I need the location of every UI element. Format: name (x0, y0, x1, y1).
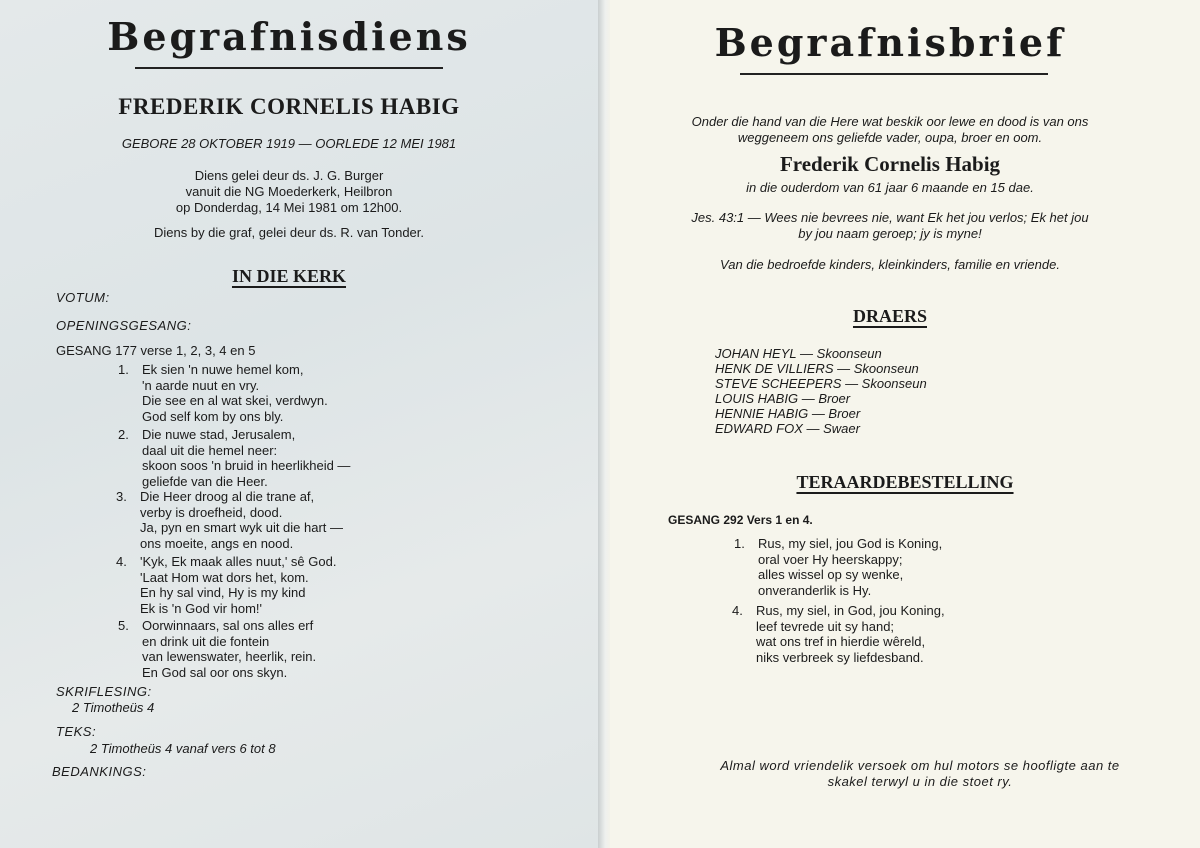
verse-number: 1. (118, 362, 129, 377)
pallbearer (715, 391, 927, 406)
verse-line: Ja, pyn en smart wyk uit die hart — (140, 520, 344, 535)
left-title-rule (135, 67, 443, 69)
verse-line: wat ons tref in hierdie wêreld, (756, 634, 926, 649)
verse-line: Oorwinnaars, sal ons alles erf (142, 618, 314, 633)
skriflesing-reference: 2 Timotheüs 4 (72, 700, 155, 715)
right-title-rule (740, 73, 1048, 75)
service-line: Diens gelei deur ds. J. G. Burger (194, 168, 384, 183)
page-fold (598, 0, 610, 848)
pallbearer-relation: — Broer (801, 391, 851, 406)
verse-line: 'n aarde nuut en vry. (142, 377, 260, 393)
in-die-kerk-heading: IN DIE KERK (231, 266, 347, 286)
teks-label: TEKS: (56, 724, 97, 739)
pallbearer (715, 346, 927, 361)
verse-number: 4. (732, 603, 743, 618)
service-line: op Donderdag, 14 Mei 1981 om 12h00. (175, 200, 403, 215)
life-dates: GEBORE 28 OKTOBER 1919 — OORLEDE 12 MEI 1981 (121, 136, 457, 151)
verse-line: oral voer Hy heerskappy; (758, 551, 903, 567)
verse-line: van lewenswater, heerlik, rein. (142, 649, 317, 664)
age-text: in die ouderdom van 61 jaar 6 maande en 15 dae. (746, 180, 1034, 195)
verse-line: leef tevrede uit sy hand; (756, 618, 895, 634)
pallbearer (715, 421, 927, 436)
pallbearer-name: HENNIE HABIG (715, 406, 809, 421)
verse-number: 3. (116, 489, 127, 504)
intro-text (610, 114, 1170, 146)
deceased-name: FREDERIK CORNELIS HABIG (118, 94, 460, 119)
service-line: vanuit die NG Moederkerk, Heilbron (185, 184, 393, 199)
pallbearer (715, 406, 927, 421)
openingsgesang-label: OPENINGSGESANG: (56, 318, 192, 333)
pallbearer-relation: — Broer (811, 406, 861, 421)
scripture-quote (610, 210, 1170, 242)
scripture-line: Jes. 43:1 — Wees nie bevrees nie, want Ek het jou verlos; Ek het jou (691, 210, 1089, 225)
verse-number: 2. (118, 427, 129, 442)
intro-line: weggeneem ons geliefde vader, oupa, broer en oom. (737, 130, 1043, 145)
votum-label: VOTUM: (56, 290, 110, 305)
verse-line: geliefde van die Heer. (142, 473, 268, 489)
verse-line: Die see en al wat skei, verdwyn. (142, 393, 328, 408)
verse-line: Die nuwe stad, Jerusalem, (142, 427, 296, 442)
verse-line: onveranderlik is Hy. (758, 582, 872, 598)
right-title: Begrafnisbrief (714, 20, 1066, 65)
notice-line: skakel terwyl u in die stoet ry. (827, 774, 1013, 789)
pallbearer-name: JOHAN HEYL (715, 346, 797, 361)
verse-line: 'Laat Hom wat dors het, kom. (140, 569, 309, 585)
right-page (610, 0, 1200, 848)
verse-line: En God sal oor ons skyn. (142, 664, 288, 680)
notice-line: Almal word vriendelik versoek om hul motors se hoofligte aan te (720, 758, 1120, 773)
verse-line: daal uit die hemel neer: (142, 442, 278, 458)
pallbearer-name: STEVE SCHEEPERS (715, 376, 842, 391)
verse-line: Die Heer droog al die trane af, (140, 489, 315, 504)
verse-line: God self kom by ons bly. (142, 408, 284, 424)
pallbearer-name: HENK DE VILLIERS (715, 361, 834, 376)
scripture-line: by jou naam geroep; jy is myne! (798, 226, 982, 241)
verse-line: En hy sal vind, Hy is my kind (140, 585, 306, 600)
verse-line: ons moeite, angs en nood. (140, 535, 294, 551)
verse-line: Rus, my siel, in God, jou Koning, (756, 603, 945, 618)
service-details (0, 168, 578, 216)
intro-line: Onder die hand van die Here wat beskik oor lewe en dood is van ons (691, 114, 1089, 129)
verse-line: en drink uit die fontein (142, 633, 270, 649)
pallbearer-name: EDWARD FOX (715, 421, 803, 436)
verse-line: Ek is 'n God vir hom!' (140, 600, 263, 616)
pallbearer (715, 361, 927, 376)
verse-line: skoon soos 'n bruid in heerlikheid — (142, 458, 351, 473)
verse-line: verby is droefheid, dood. (140, 504, 283, 520)
headlights-notice (640, 758, 1200, 790)
bedankings-label: BEDANKINGS: (52, 764, 147, 779)
verse-line: niks verbreek sy liefdesband. (756, 649, 924, 665)
verse-number: 5. (118, 618, 129, 633)
draers-heading: DRAERS (852, 306, 927, 326)
opening-hymn: GESANG 177 verse 1, 2, 3, 4 en 5 (56, 343, 256, 358)
pallbearer-relation: — Skoonseun (800, 346, 882, 361)
verse-line: Rus, my siel, jou God is Koning, (758, 536, 943, 551)
left-page (0, 0, 598, 848)
pallbearer-name: LOUIS HABIG (715, 391, 799, 406)
verse-number: 4. (116, 554, 127, 569)
pallbearer-relation: — Skoonseun (845, 376, 927, 391)
pallbearer-relation: — Skoonseun (837, 361, 919, 376)
burial-hymn: GESANG 292 Vers 1 en 4. (668, 513, 813, 527)
left-title: Begrafnisdiens (107, 14, 471, 59)
graveside-note: Diens by die graf, gelei deur ds. R. van Tonder. (153, 225, 425, 240)
pallbearer-list (715, 346, 927, 436)
pallbearer-relation: — Swaer (806, 421, 860, 436)
verse-line: alles wissel op sy wenke, (758, 567, 904, 582)
teks-reference: 2 Timotheüs 4 vanaf vers 6 tot 8 (90, 741, 276, 756)
verse-line: 'Kyk, Ek maak alles nuut,' sê God. (140, 554, 337, 569)
deceased-name: Frederik Cornelis Habig (779, 152, 1001, 176)
teraardebestelling-heading: TERAARDEBESTELLING (796, 472, 1014, 492)
verse-number: 1. (734, 536, 745, 551)
verse-line: Ek sien 'n nuwe hemel kom, (142, 362, 304, 377)
skriflesing-label: SKRIFLESING: (56, 684, 152, 699)
pallbearer (715, 376, 927, 391)
mourners-text: Van die bedroefde kinders, kleinkinders, familie en vriende. (720, 257, 1060, 272)
